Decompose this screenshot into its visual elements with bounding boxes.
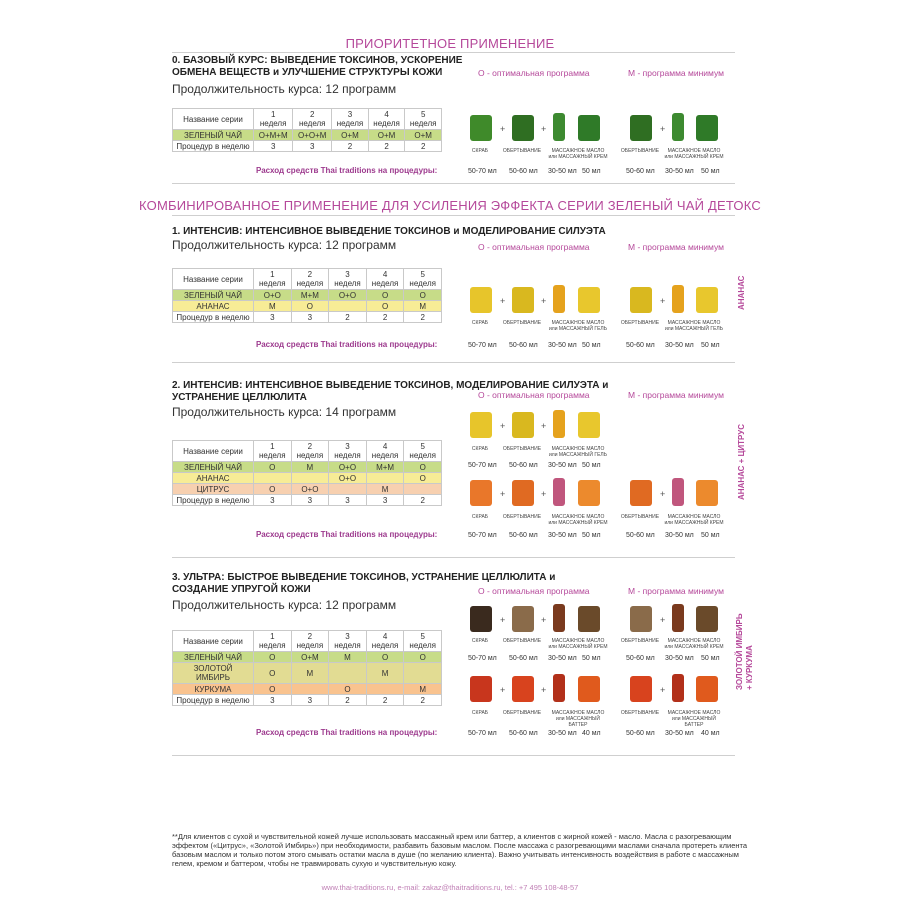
section-2-table: Название серии 1 неделя 2 неделя 3 неделя 4 неделя 5 неделя ЗЕЛЕНЫЙ ЧАЙ О М О+О М+М О АНАНАС О+О О ЦИТРУС О О+О М Процедур в неделю 3 3 3 3 2 [172, 440, 442, 506]
plus-icon: + [660, 296, 666, 306]
product-oil [553, 410, 565, 438]
volume: 50 мл [582, 342, 601, 349]
label-wrap: ОБЕРТЫВАНИЕ [502, 446, 542, 452]
table-row: ЗЕЛЕНЫЙ ЧАЙ О+М+М О+О+М О+М О+М О+М [173, 130, 442, 141]
plus-icon: + [660, 685, 666, 695]
product-cream [696, 480, 718, 506]
volume: 40 мл [701, 730, 720, 737]
section-1-table: Название серии 1 неделя 2 неделя 3 неделя 4 неделя 5 неделя ЗЕЛЕНЫЙ ЧАЙ О+О М+М О+О О О АНАНАС М О О М Процедур в неделю 3 3 2 2 2 [172, 268, 442, 323]
product-oil [672, 604, 684, 632]
volume: 50 мл [582, 462, 601, 469]
side-label: АНАНАС + ЦИТРУС [737, 423, 746, 500]
label-scrub: СКРАБ [471, 514, 489, 520]
product-oil [672, 285, 684, 313]
label-wrap: ОБЕРТЫВАНИЕ [620, 710, 660, 716]
label-massage: МАССАЖНОЕ МАСЛО или МАССАЖНЫЙ ГЕЛЬ [549, 320, 607, 332]
usage-label: Расход средств Thai traditions на процедуры: [256, 166, 438, 175]
product-scrub [470, 676, 492, 702]
legend-minimum: М - программа минимум [628, 68, 724, 78]
product-wrap [512, 412, 534, 438]
week-2: 2 неделя [293, 109, 332, 130]
side-label: ЗОЛОТОЙ ИМБИРЬ + КУРКУМА [735, 613, 754, 690]
footnote: **Для клиентов с сухой и чувствительной кожей лучше использовать массажный крем или баттер, а клиентов с жирной кожей - масло. Масла с разогревающим эффектом («Цитрус», «Золотой Имбирь») при необходимости, разбавить базовым маслом. После массажа с разогревающими маслами сначала протереть клиента базовым маслом и только потом этого смывать остатки масла в душе (по желанию клиента). Важно учитывать интенсивность воздействия в работе с массажным гелем, кремом и баттером, чтобы не травмировать сухую и чувствительную кожу. [172, 832, 748, 868]
volume: 30-50 мл [665, 655, 694, 662]
label-scrub: СКРАБ [471, 320, 489, 326]
usage-label: Расход средств Thai traditions на процедуры: [256, 530, 438, 539]
divider [172, 183, 735, 184]
product-wrap [630, 480, 652, 506]
volume: 50-70 мл [468, 655, 497, 662]
volume: 50 мл [701, 168, 720, 175]
volume: 50 мл [582, 168, 601, 175]
volume: 50-60 мл [626, 532, 655, 539]
product-scrub [470, 480, 492, 506]
plus-icon: + [500, 296, 506, 306]
side-label: АНАНАС [737, 275, 746, 310]
plus-icon: + [500, 615, 506, 625]
product-gel [578, 412, 600, 438]
volume: 50-70 мл [468, 342, 497, 349]
section-1-title: 1. ИНТЕНСИВ: ИНТЕНСИВНОЕ ВЫВЕДЕНИЕ ТОКСИНОВ и МОДЕЛИРОВАНИЕ СИЛУЭТА [172, 226, 606, 237]
product-scrub [470, 115, 492, 141]
product-oil [672, 113, 684, 141]
volume: 50-60 мл [626, 730, 655, 737]
product-wrap [630, 676, 652, 702]
volume: 50 мл [582, 655, 601, 662]
volume: 50-70 мл [468, 462, 497, 469]
section-3-duration: Продолжительность курса: 12 программ [172, 598, 397, 612]
label-wrap: ОБЕРТЫВАНИЕ [502, 638, 542, 644]
volume: 30-50 мл [548, 462, 577, 469]
volume: 30-50 мл [665, 168, 694, 175]
label-massage: МАССАЖНОЕ МАСЛО или МАССАЖНЫЙ КРЕМ [548, 148, 608, 160]
volume: 30-50 мл [548, 168, 577, 175]
legend-optimal: О - оптимальная программа [478, 390, 590, 400]
table-row: АНАНАС О+О О [173, 473, 442, 484]
label-scrub: СКРАБ [471, 148, 489, 154]
product-oil [672, 478, 684, 506]
plus-icon: + [541, 489, 547, 499]
legend-optimal: О - оптимальная программа [478, 68, 590, 78]
divider [172, 52, 735, 53]
volume: 30-50 мл [548, 730, 577, 737]
procedures-row: Процедур в неделю 3 3 3 3 2 [173, 495, 442, 506]
plus-icon: + [541, 124, 547, 134]
volume: 50-70 мл [468, 532, 497, 539]
contacts: www.thai-traditions.ru, e-mail: zakaz@thaitraditions.ru, tel.: +7 495 108-48-57 [321, 883, 579, 892]
label-massage: МАССАЖНОЕ МАСЛО или МАССАЖНЫЙ ГЕЛЬ [665, 320, 723, 332]
week-4: 4 неделя [368, 109, 405, 130]
usage-label: Расход средств Thai traditions на процедуры: [256, 340, 438, 349]
label-massage: МАССАЖНОЕ МАСЛО или МАССАЖНЫЙ КРЕМ [664, 148, 724, 160]
product-batter [696, 676, 718, 702]
product-oil [553, 285, 565, 313]
legend-minimum: М - программа минимум [628, 242, 724, 252]
plus-icon: + [660, 124, 666, 134]
label-wrap: ОБЕРТЫВАНИЕ [502, 320, 542, 326]
product-wrap [630, 287, 652, 313]
table-row: ЗЕЛЕНЫЙ ЧАЙ О О+М М О О [173, 652, 442, 663]
volume: 50-60 мл [509, 532, 538, 539]
label-wrap: ОБЕРТЫВАНИЕ [620, 638, 660, 644]
label-wrap: ОБЕРТЫВАНИЕ [502, 148, 542, 154]
product-oil [553, 113, 565, 141]
volume: 30-50 мл [548, 342, 577, 349]
volume: 50-60 мл [626, 168, 655, 175]
product-oil [553, 478, 565, 506]
label-massage: МАССАЖНОЕ МАСЛО или МАССАЖНЫЙ КРЕМ [548, 514, 608, 526]
label-wrap: ОБЕРТЫВАНИЕ [620, 514, 660, 520]
volume: 50-60 мл [509, 342, 538, 349]
plus-icon: + [500, 489, 506, 499]
legend-optimal: О - оптимальная программа [478, 586, 590, 596]
product-gel [578, 287, 600, 313]
procedures-row: Процедур в неделю 3 3 2 2 2 [173, 312, 442, 323]
product-wrap [512, 606, 534, 632]
volume: 40 мл [582, 730, 601, 737]
product-cream [696, 606, 718, 632]
section-3-table: Название серии 1 неделя 2 неделя 3 неделя 4 неделя 5 неделя ЗЕЛЕНЫЙ ЧАЙ О О+М М О О ЗОЛОТОЙ ИМБИРЬ О М М КУРКУМА О О М Процедур в неделю 3 3 2 2 2 [172, 630, 442, 706]
section-1-duration: Продолжительность курса: 12 программ [172, 238, 397, 252]
divider [172, 557, 735, 558]
priority-header: ПРИОРИТЕТНОЕ ПРИМЕНЕНИЕ [345, 36, 555, 51]
product-cream [578, 606, 600, 632]
section-2-title: 2. ИНТЕНСИВ: ИНТЕНСИВНОЕ ВЫВЕДЕНИЕ ТОКСИНОВ, МОДЕЛИРОВАНИЕ СИЛУЭТА и УСТРАНЕНИЕ ЦЕЛЛЮЛИТА [172, 380, 609, 403]
product-scrub [470, 287, 492, 313]
week-5: 5 неделя [405, 109, 442, 130]
label-massage: МАССАЖНОЕ МАСЛО или МАССАЖНЫЙ БАТТЕР [551, 710, 605, 728]
volume: 50-60 мл [509, 730, 538, 737]
volume: 50-70 мл [468, 168, 497, 175]
section-0-title: 0. БАЗОВЫЙ КУРС: ВЫВЕДЕНИЕ ТОКСИНОВ, УСКОРЕНИЕ ОБМЕНА ВЕЩЕСТВ и УЛУЧШЕНИЕ СТРУКТУРЫ КОЖИ [172, 55, 463, 78]
table-row: КУРКУМА О О М [173, 684, 442, 695]
divider [172, 215, 735, 216]
volume: 50 мл [701, 655, 720, 662]
volume: 50-60 мл [509, 462, 538, 469]
label-wrap: ОБЕРТЫВАНИЕ [502, 710, 542, 716]
product-oil [553, 604, 565, 632]
volume: 50-60 мл [626, 655, 655, 662]
label-wrap: ОБЕРТЫВАНИЕ [502, 514, 542, 520]
divider [172, 755, 735, 756]
volume: 50 мл [701, 342, 720, 349]
product-oil [553, 674, 565, 702]
series-header: Название серии [173, 109, 254, 130]
label-massage: МАССАЖНОЕ МАСЛО или МАССАЖНЫЙ БАТТЕР [667, 710, 721, 728]
label-massage: МАССАЖНОЕ МАСЛО или МАССАЖНЫЙ КРЕМ [664, 514, 724, 526]
product-oil [672, 674, 684, 702]
product-cream [696, 115, 718, 141]
volume: 30-50 мл [548, 655, 577, 662]
product-scrub [470, 606, 492, 632]
volume: 30-50 мл [548, 532, 577, 539]
label-wrap: ОБЕРТЫВАНИЕ [620, 148, 660, 154]
legend-minimum: М - программа минимум [628, 586, 724, 596]
volume: 50-60 мл [626, 342, 655, 349]
plus-icon: + [500, 421, 506, 431]
label-massage: МАССАЖНОЕ МАСЛО или МАССАЖНЫЙ КРЕМ [664, 638, 724, 650]
divider [172, 362, 735, 363]
legend-minimum: М - программа минимум [628, 390, 724, 400]
table-row: ЗЕЛЕНЫЙ ЧАЙ О+О М+М О+О О О [173, 290, 442, 301]
plus-icon: + [660, 615, 666, 625]
product-cream [578, 115, 600, 141]
product-wrap [512, 287, 534, 313]
table-row: ЗЕЛЕНЫЙ ЧАЙ О М О+О М+М О [173, 462, 442, 473]
label-massage: МАССАЖНОЕ МАСЛО или МАССАЖНЫЙ ГЕЛЬ [549, 446, 607, 458]
section-0-table [172, 108, 442, 152]
volume: 50-60 мл [509, 655, 538, 662]
plus-icon: + [541, 685, 547, 695]
plus-icon: + [541, 296, 547, 306]
plus-icon: + [500, 124, 506, 134]
plus-icon: + [660, 489, 666, 499]
label-scrub: СКРАБ [471, 710, 489, 716]
volume: 30-50 мл [665, 730, 694, 737]
week-1: 1 неделя [254, 109, 293, 130]
product-wrap [630, 606, 652, 632]
plus-icon: + [541, 615, 547, 625]
product-gel [696, 287, 718, 313]
product-wrap [512, 480, 534, 506]
plus-icon: + [541, 421, 547, 431]
volume: 50-60 мл [509, 168, 538, 175]
combined-header: КОМБИНИРОВАННОЕ ПРИМЕНЕНИЕ ДЛЯ УСИЛЕНИЯ ЭФФЕКТА СЕРИИ ЗЕЛЕНЫЙ ЧАЙ ДЕТОКС [139, 198, 761, 213]
volume: 30-50 мл [665, 532, 694, 539]
product-cream [578, 480, 600, 506]
procedures-row: Процедур в неделю 3 3 2 2 2 [173, 695, 442, 706]
plus-icon: + [500, 685, 506, 695]
volume: 30-50 мл [665, 342, 694, 349]
label-wrap: ОБЕРТЫВАНИЕ [620, 320, 660, 326]
label-massage: МАССАЖНОЕ МАСЛО или МАССАЖНЫЙ КРЕМ [548, 638, 608, 650]
volume: 50-70 мл [468, 730, 497, 737]
week-3: 3 неделя [332, 109, 369, 130]
table-row: ЦИТРУС О О+О М [173, 484, 442, 495]
label-scrub: СКРАБ [471, 446, 489, 452]
product-wrap [630, 115, 652, 141]
product-scrub [470, 412, 492, 438]
section-3-title: 3. УЛЬТРА: БЫСТРОЕ ВЫВЕДЕНИЕ ТОКСИНОВ, УСТРАНЕНИЕ ЦЕЛЛЮЛИТА и СОЗДАНИЕ УПРУГОЙ КОЖИ [172, 572, 556, 595]
legend-optimal: О - оптимальная программа [478, 242, 590, 252]
product-wrap [512, 115, 534, 141]
volume: 50 мл [582, 532, 601, 539]
procedures-row: Процедур в неделю 3 3 2 2 2 [173, 141, 442, 152]
table-row: ЗОЛОТОЙ ИМБИРЬ О М М [173, 663, 442, 684]
usage-label: Расход средств Thai traditions на процедуры: [256, 728, 438, 737]
product-batter [578, 676, 600, 702]
section-2-duration: Продолжительность курса: 14 программ [172, 405, 397, 419]
section-0-duration: Продолжительность курса: 12 программ [172, 82, 397, 96]
table-row: АНАНАС М О О М [173, 301, 442, 312]
label-scrub: СКРАБ [471, 638, 489, 644]
volume: 50 мл [701, 532, 720, 539]
product-wrap [512, 676, 534, 702]
